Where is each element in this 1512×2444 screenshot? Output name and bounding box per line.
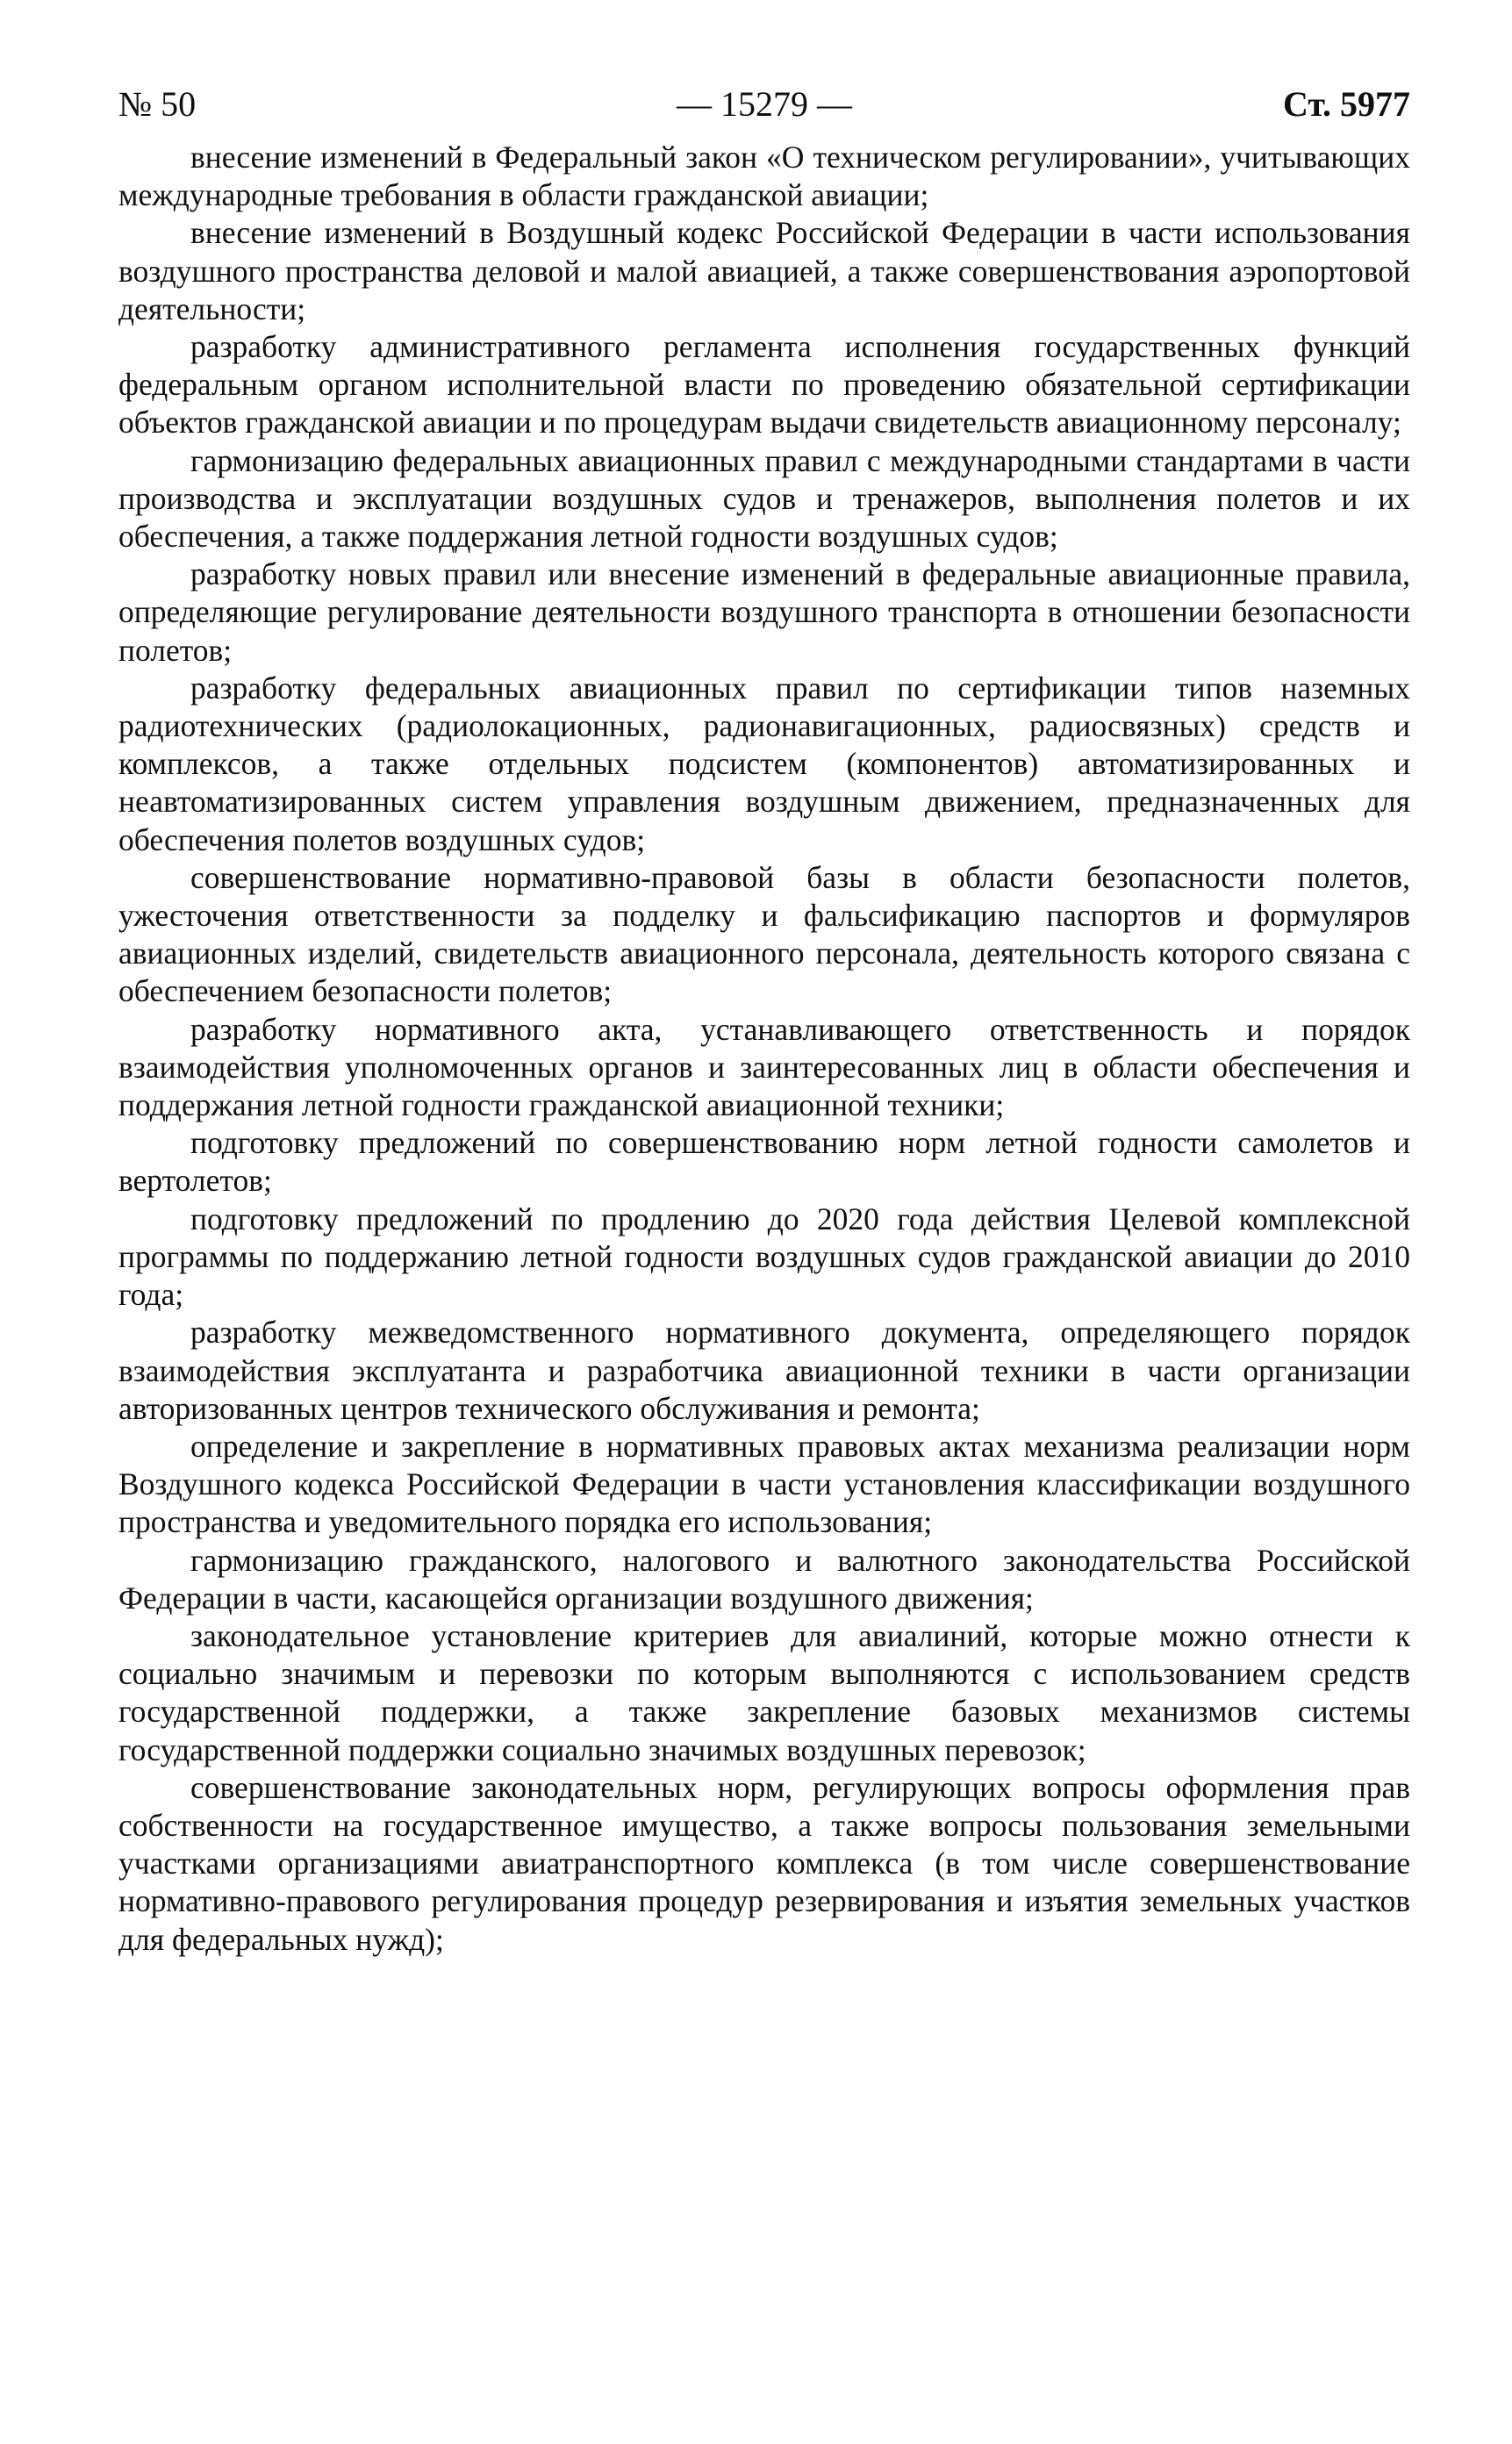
page-number: — 15279 — — [677, 84, 852, 124]
paragraph-15: совершенствование законодательных норм, регулирующих вопросы оформления прав собственности на государственное имущество, а также вопросы пользования земельными участками организациями авиатранспортного комплекса (в том числе совершенствование нормативно-правового регулирования процедур резервирования и изъятия земельных участков для федеральных нужд); — [118, 1769, 1410, 1957]
paragraph-14: законодательное установление критериев для авиалиний, которые можно отнести к социально значимым и перевозки по которым выполняются с использованием средств государственной поддержки, а также закрепление базовых механизмов системы государственной поддержки социально значимых воздушных перевозок; — [118, 1617, 1410, 1767]
paragraph-8: разработку нормативного акта, устанавливающего ответственность и порядок взаимодействия уполномоченных органов и заинтересованных лиц в области обеспечения и поддержания летной годности гражданской авиационной техники; — [118, 1011, 1410, 1123]
article-number: Ст. 5977 — [1283, 84, 1410, 124]
paragraph-13: гармонизацию гражданского, налогового и валютного законодательства Российской Федерации в части, касающейся организации воздушного движения; — [118, 1542, 1410, 1616]
paragraph-1: внесение изменений в Федеральный закон «О техническом регулировании», учитывающих международные требования в области гражданской авиации; — [118, 140, 1410, 213]
page-header — [118, 77, 1410, 132]
issue-number: № 50 — [118, 84, 197, 124]
paragraph-9: подготовку предложений по совершенствованию норм летной годности самолетов и вертолетов; — [118, 1125, 1410, 1199]
paragraph-10: подготовку предложений по продлению до 2020 года действия Целевой комплексной программы по поддержанию летной годности воздушных судов гражданской авиации до 2010 года; — [118, 1200, 1410, 1313]
document-body — [118, 139, 1410, 1959]
paragraph-12: определение и закрепление в нормативных правовых актах механизма реализации норм Воздушного кодекса Российской Федерации в части установления классификации воздушного пространства и уведомительного порядка его использования; — [118, 1428, 1410, 1540]
paragraph-3: разработку административного регламента исполнения государственных функций федеральным органом исполнительной власти по проведению обязательной сертификации объектов гражданской авиации и по процедурам выдачи свидетельств авиационному персоналу; — [118, 329, 1410, 441]
paragraph-2: внесение изменений в Воздушный кодекс Российской Федерации в части использования воздушного пространства деловой и малой авиацией, а также совершенствования аэропортовой деятельности; — [118, 215, 1410, 326]
paragraph-11: разработку межведомственного нормативного документа, определяющего порядок взаимодействия эксплуатанта и разработчика авиационной техники в части организации авторизованных центров технического обслуживания и ремонта; — [118, 1315, 1410, 1426]
paragraph-6: разработку федеральных авиационных правил по сертификации типов наземных радиотехнических (радиолокационных, радионавигационных, радиосвязных) средств и комплексов, а также отдельных подсистем (компонентов) автоматизированных и неавтоматизированных систем управления воздушным движением, предназначенных для обеспечения полетов воздушных судов; — [118, 670, 1410, 857]
paragraph-7: совершенствование нормативно-правовой базы в области безопасности полетов, ужесточения ответственности за подделку и фальсификацию паспортов и формуляров авиационных изделий, свидетельств авиационного персонала, деятельность которого связана с обеспечением безопасности полетов; — [118, 859, 1410, 1009]
document-page — [118, 77, 1410, 1959]
paragraph-5: разработку новых правил или внесение изменений в федеральные авиационные правила, определяющие регулирование деятельности воздушного транспорта в отношении безопасности полетов; — [118, 556, 1410, 668]
paragraph-4: гармонизацию федеральных авиационных правил с международными стандартами в части производства и эксплуатации воздушных судов и тренажеров, выполнения полетов и их обеспечения, а также поддержания летной годности воздушных судов; — [118, 442, 1410, 555]
